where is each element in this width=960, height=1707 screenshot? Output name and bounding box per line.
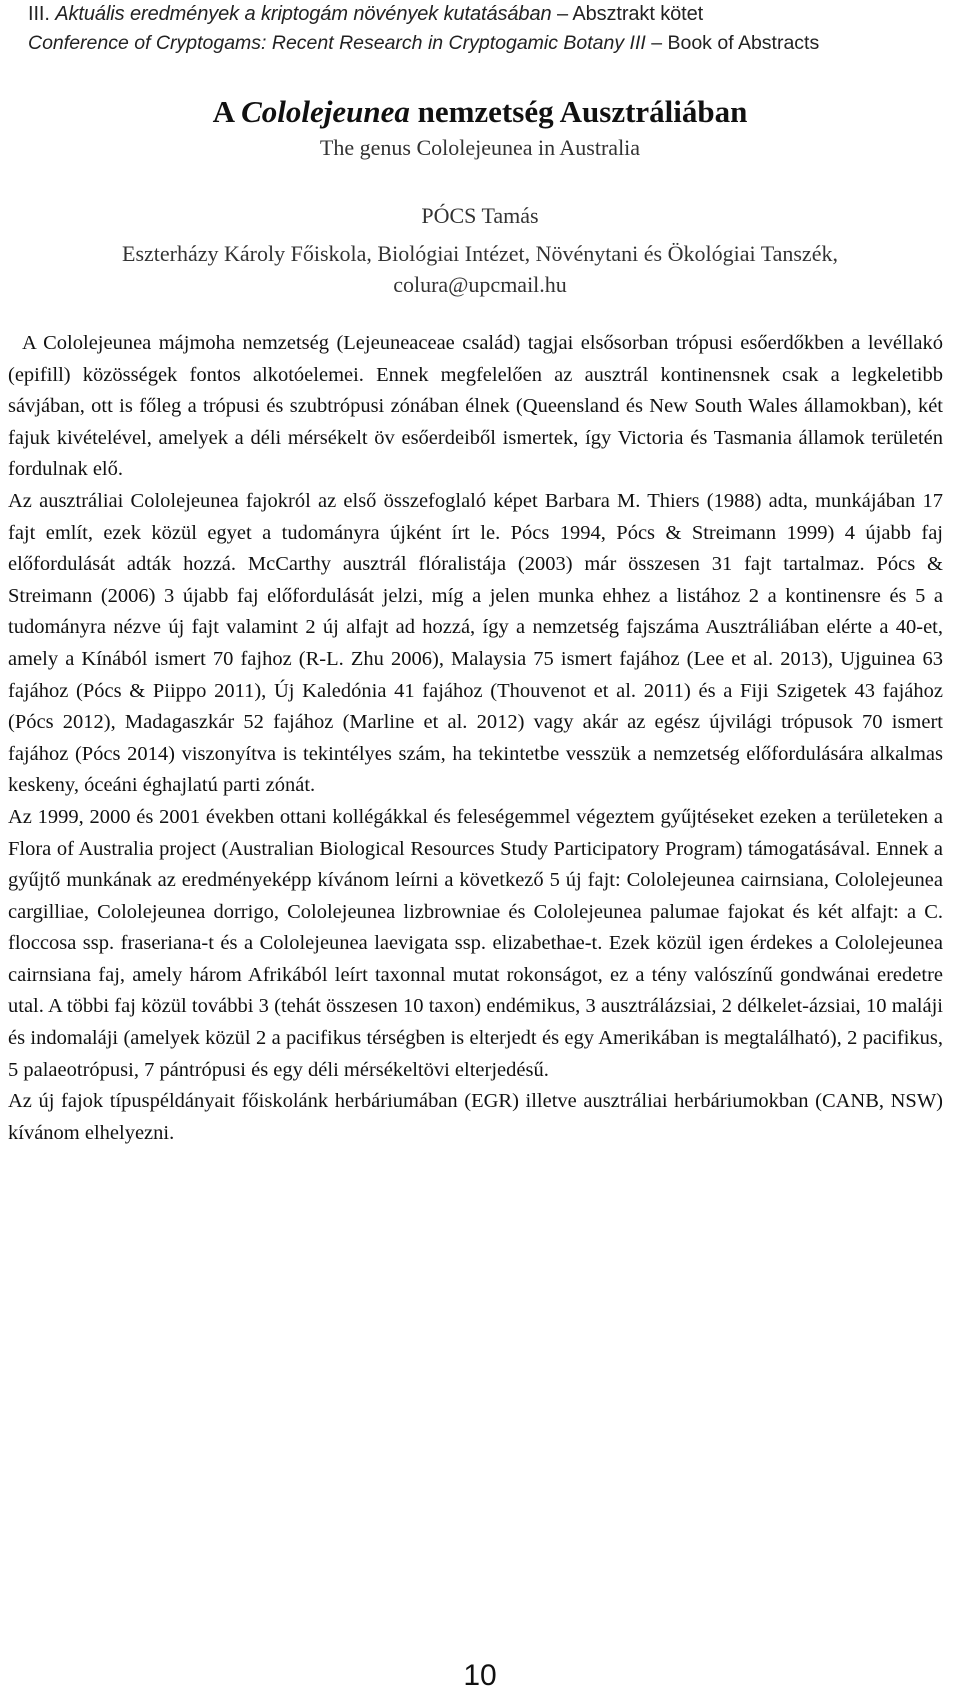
running-head-conference-hu: Aktuális eredmények a kriptogám növények kutatásában [55, 3, 552, 25]
title-english: The genus Cololejeunea in Australia [319, 135, 641, 160]
author-affiliation [0, 238, 960, 300]
paragraph-intro: A Cololejeunea májmoha nemzetség (Lejeuneaceae család) tagjai elsősorban trópusi esőerdőkben a levéllakó (epifill) közösségek fontos alkotóelemei. Ennek megfelelően az ausztrál kontinensnek csak a legkeletibb sávjában, ott is főleg a trópusi és szubtrópusi zónában élnek (Queensland és New South Wales államokban), két fajuk kivételével, amelyek a déli mérsékelt öv esőerdeiből ismertek, így Victoria és Tasmania államok területén fordulnak elő. [8, 332, 943, 481]
running-head-volume-en: Book of Abstracts [667, 32, 820, 54]
abstract-body [8, 328, 943, 1149]
title-genus: Cololejeunea [241, 94, 410, 129]
paragraph-history: Az ausztráliai Cololejeunea fajokról az első összefoglaló képet Barbara M. Thiers (1988) adta, munkájában 17 fajt említ, ezek közül egyet a tudományra újként írt le. Pócs 1994, Pócs & Streimann 1999) 4 újabb faj előfordulását adták hozzá. McCarthy ausztrál flóralistája (2003) már összesen 31 fajt tartalmaz. Pócs & Streimann (2006) 3 újabb faj előfordulását jelzi, míg a jelen munka ehhez a listához 2 a kontinensre és 5 a tudományra nézve új fajt valamint 2 új alfajt ad hozzá, így a nemzetség fajszáma Ausztráliában elérte a 40-et, amely a Kínából ismert 70 fajhoz (R-L. Zhu 2006), Malaysia 75 ismert fajához (Lee et al. 2013), Ujguinea 63 fajához (Pócs & Piippo 2011), Új Kaledónia 41 fajához (Thouvenot et al. 2011) és a Fiji Szigetek 43 fajához (Pócs 2012), Madagaszkár 52 fajához (Marline et al. 2012) vagy akár az egész újvilági trópusok 70 ismert fajához (Pócs 2014) viszonyítva is tekintélyes szám, ha tekintetbe vesszük a nemzetség előfordulására alkalmas keskeny, óceáni éghajlatú parti zónát. [8, 489, 943, 797]
author-name: PÓCS Tamás [421, 203, 539, 228]
running-head-line-en [28, 29, 938, 58]
running-head-line-hu [28, 0, 938, 29]
affiliation-line: Eszterházy Károly Főiskola, Biológiai Intézet, Növénytani és Ökológiai Tanszék, [122, 241, 838, 266]
running-head-conference-en: Conference of Cryptogams: Recent Research in Cryptogamic Botany III [28, 32, 646, 54]
author-email[interactable]: colura@upcmail.hu [393, 272, 567, 297]
title-prefix: A [212, 94, 242, 129]
page-number: 10 [463, 1659, 497, 1692]
title-suffix: nemzetség Ausztráliában [409, 94, 748, 129]
running-head [28, 0, 938, 58]
paragraph-collections: Az 1999, 2000 és 2001 években ottani kollégákkal és feleségemmel végeztem gyűjtéseket ezeken a területeken a Flora of Australia project (Australian Biological Resources Study Participatory Program) támogatásával. Ennek a gyűjtő munkának az eredményeképp kívánom leírni a következő 5 új fajt: Cololejeunea cairnsiana, Cololejeunea cargilliae, Cololejeunea dorrigo, Cololejeunea lizbrowniae és Cololejeunea palumae fajokat és két alfajt: a C. floccosa ssp. fraseriana-t és a Cololejeunea laevigata ssp. elizabethae-t. Ezek közül igen érdekes a Cololejeunea cairnsiana faj, amely három Afrikából leírt taxonnal mutat rokonságot, ez a tény valószínű gondwánai eredetre utal. A többi faj közül további 3 (tehát összesen 10 taxon) endémikus, 3 ausztrálázsiai, 2 délkelet-ázsiai, 10 maláji és indomaláji (amelyek közül 2 a pacifikus térségben is elterjedt és egy Amerikában is megtalálható), 2 pacifikus, 5 palaeotrópusi, 7 pántrópusi és egy déli mérsékeltövi elterjedésű. [8, 805, 943, 1081]
title-hungarian [0, 92, 960, 132]
running-head-prefix: III. [28, 3, 56, 25]
running-head-dash: – [645, 32, 668, 54]
paragraph-types: Az új fajok típuspéldányait főiskolánk herbáriumában (EGR) illetve ausztráliai herbáriumokban (CANB, NSW) kívánom elhelyezni. [8, 1090, 943, 1144]
running-head-volume-hu: – Absztrakt kötet [551, 3, 704, 25]
